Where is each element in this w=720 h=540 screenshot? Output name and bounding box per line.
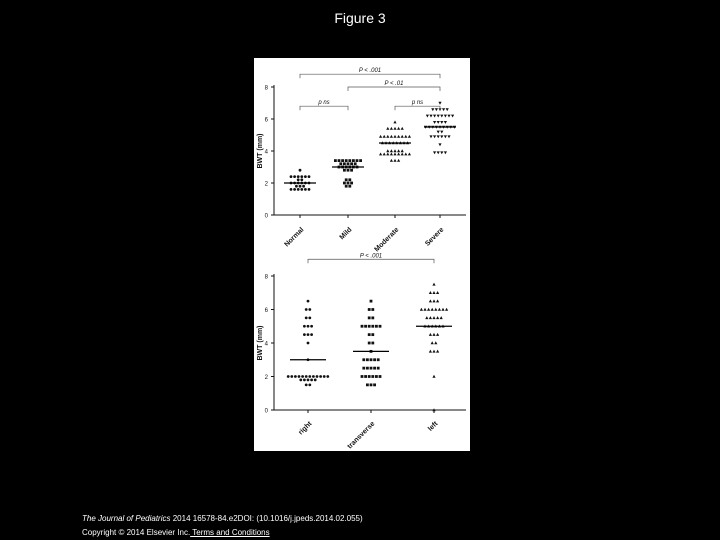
- point-1-21: [334, 159, 337, 162]
- y-tick-label-1: 2: [264, 181, 268, 188]
- point-3-3: [444, 151, 447, 154]
- plot-bwt-by-location: [257, 253, 466, 450]
- point-0-9: [294, 375, 297, 378]
- point-1-30: [368, 316, 371, 319]
- point-0-15: [316, 375, 319, 378]
- point-2-14: [393, 149, 396, 152]
- point-0-6: [295, 185, 298, 188]
- significance-bracket-0: [300, 74, 440, 78]
- point-1-16: [370, 358, 373, 361]
- point-2-28: [445, 308, 448, 311]
- point-3-31: [444, 115, 447, 118]
- point-3-9: [444, 135, 447, 138]
- copyright-line: [82, 526, 363, 540]
- point-2-30: [397, 135, 400, 138]
- point-1-6: [348, 178, 351, 181]
- point-1-18: [347, 162, 350, 165]
- point-0-13: [308, 375, 311, 378]
- point-1-20: [354, 162, 357, 165]
- point-1-0: [366, 383, 369, 386]
- point-1-5: [368, 375, 371, 378]
- point-3-12: [440, 131, 443, 134]
- point-2-15: [397, 149, 400, 152]
- point-0-20: [307, 342, 310, 345]
- point-1-4: [350, 182, 353, 185]
- y-tick-label-1: 2: [264, 375, 268, 381]
- slide-title: Figure 3: [334, 10, 386, 26]
- point-0-21: [303, 333, 306, 336]
- point-2-16: [401, 149, 404, 152]
- copyright-text: Copyright © 2014 Elsevier Inc.: [82, 528, 191, 537]
- point-0-3: [300, 188, 303, 191]
- point-1-17: [343, 162, 346, 165]
- point-0-18: [293, 175, 296, 178]
- point-2-11: [408, 153, 411, 156]
- point-3-7: [437, 135, 440, 138]
- point-1-6: [371, 375, 374, 378]
- point-0-2: [297, 188, 300, 191]
- point-3-39: [438, 102, 441, 105]
- significance-label-0: P < .001: [358, 68, 382, 75]
- point-1-7: [375, 375, 378, 378]
- point-0-23: [310, 333, 313, 336]
- point-2-21: [420, 308, 423, 311]
- category-label-Mild: Mild: [338, 226, 354, 242]
- point-3-11: [437, 131, 440, 134]
- point-3-27: [429, 115, 432, 118]
- point-2-19: [436, 316, 439, 319]
- point-0-27: [305, 316, 308, 319]
- point-0-4: [307, 378, 310, 381]
- point-2-28: [390, 135, 393, 138]
- point-2-22: [423, 308, 426, 311]
- point-1-10: [366, 367, 369, 370]
- y-axis-label: BWT (mm): [257, 325, 264, 361]
- point-2-36: [393, 127, 396, 130]
- point-3-22: [433, 121, 436, 124]
- point-3-33: [451, 115, 454, 118]
- point-2-12: [386, 149, 389, 152]
- figure-svg: [254, 58, 470, 451]
- point-2-13: [390, 149, 393, 152]
- point-1-24: [361, 325, 364, 328]
- y-tick-label-2: 4: [264, 341, 268, 348]
- point-1-16: [339, 162, 342, 165]
- point-2-31: [436, 299, 439, 302]
- y-tick-label-4: 8: [264, 274, 268, 281]
- point-2-23: [427, 308, 430, 311]
- point-2-25: [379, 135, 382, 138]
- point-1-27: [371, 325, 374, 328]
- point-1-3: [347, 182, 350, 185]
- point-3-24: [440, 121, 443, 124]
- point-2-5: [386, 153, 389, 156]
- point-3-38: [446, 108, 449, 111]
- category-label-transverse: transverse: [346, 420, 377, 451]
- point-0-0: [305, 383, 308, 386]
- point-0-2: [299, 378, 302, 381]
- point-0-10: [298, 375, 301, 378]
- point-3-30: [440, 115, 443, 118]
- point-2-35: [432, 283, 435, 286]
- point-2-34: [386, 127, 389, 130]
- point-1-1: [370, 383, 373, 386]
- point-1-17: [373, 358, 376, 361]
- point-2-27: [386, 135, 389, 138]
- point-3-25: [444, 121, 447, 124]
- category-label-right: right: [297, 420, 314, 437]
- point-0-12: [305, 375, 308, 378]
- y-tick-label-3: 6: [264, 117, 268, 124]
- point-1-1: [348, 185, 351, 188]
- point-3-28: [433, 115, 436, 118]
- point-3-29: [437, 115, 440, 118]
- point-1-22: [338, 159, 341, 162]
- citation-text: 2014 16578-84.e2DOI: (10.1016/j.jpeds.2014.02.055): [170, 514, 363, 523]
- point-0-25: [307, 325, 310, 328]
- point-0-20: [300, 175, 303, 178]
- y-tick-label-3: 6: [264, 308, 268, 314]
- point-0-11: [301, 375, 304, 378]
- point-3-35: [435, 108, 438, 111]
- y-tick-label-2: 4: [264, 149, 268, 156]
- point-2-37: [397, 127, 400, 130]
- point-3-1: [437, 151, 440, 154]
- point-3-2: [440, 151, 443, 154]
- point-0-4: [304, 188, 307, 191]
- point-2-32: [404, 135, 407, 138]
- point-0-7: [287, 375, 290, 378]
- point-3-4: [438, 143, 441, 146]
- point-0-29: [305, 308, 308, 311]
- significance-bracket-1: [348, 87, 440, 91]
- point-0-22: [308, 175, 311, 178]
- point-0-8: [302, 185, 305, 188]
- point-2-39: [393, 121, 396, 124]
- point-0-16: [319, 375, 322, 378]
- point-2-30: [432, 299, 435, 302]
- point-2-31: [401, 135, 404, 138]
- point-2-27: [441, 308, 444, 311]
- point-2-2: [397, 159, 400, 162]
- point-0-14: [312, 375, 315, 378]
- point-0-21: [304, 175, 307, 178]
- point-3-26: [426, 115, 429, 118]
- journal-name: The Journal of Pediatrics: [82, 514, 171, 523]
- point-2-26: [438, 308, 441, 311]
- point-1-22: [368, 333, 371, 336]
- point-1-14: [362, 358, 365, 361]
- point-0-18: [326, 375, 329, 378]
- point-2-5: [431, 341, 434, 344]
- point-0-0: [290, 188, 293, 191]
- point-2-33: [408, 135, 411, 138]
- category-label-Normal: Normal: [283, 226, 306, 249]
- point-0-31: [307, 300, 310, 303]
- point-1-31: [371, 316, 374, 319]
- point-1-24: [345, 159, 348, 162]
- point-2-6: [390, 153, 393, 156]
- point-1-26: [368, 325, 371, 328]
- point-1-7: [343, 169, 346, 172]
- point-1-5: [345, 178, 348, 181]
- figure-panel: [254, 58, 470, 451]
- point-1-28: [375, 325, 378, 328]
- point-1-28: [359, 159, 362, 162]
- y-tick-label-4: 8: [264, 85, 268, 92]
- point-3-6: [433, 135, 436, 138]
- point-2-0: [390, 159, 393, 162]
- point-2-29: [393, 135, 396, 138]
- point-0-22: [307, 333, 310, 336]
- point-1-23: [341, 159, 344, 162]
- point-2-8: [432, 333, 435, 336]
- point-3-37: [442, 108, 445, 111]
- significance-label-1: P < .01: [384, 81, 404, 87]
- point-1-25: [348, 159, 351, 162]
- point-2-4: [383, 153, 386, 156]
- point-1-23: [371, 333, 374, 336]
- point-2-25: [434, 308, 437, 311]
- category-label-left: left: [427, 420, 440, 433]
- significance-label-0: P < .001: [359, 253, 383, 260]
- point-1-26: [352, 159, 355, 162]
- point-0-7: [299, 185, 302, 188]
- point-0-24: [303, 325, 306, 328]
- point-3-0: [433, 151, 436, 154]
- point-2-35: [390, 127, 393, 130]
- point-3-34: [431, 108, 434, 111]
- point-2-29: [429, 299, 432, 302]
- point-1-25: [364, 325, 367, 328]
- point-0-8: [290, 375, 293, 378]
- point-2-4: [436, 350, 439, 353]
- point-0-16: [300, 178, 303, 181]
- point-0-6: [314, 378, 317, 381]
- point-2-33: [432, 291, 435, 294]
- point-1-8: [347, 169, 350, 172]
- point-2-18: [432, 316, 435, 319]
- citation-footer: [82, 512, 363, 540]
- point-1-3: [361, 375, 364, 378]
- significance-label-2: p ns: [318, 100, 330, 107]
- point-3-8: [440, 135, 443, 138]
- point-2-6: [434, 341, 437, 344]
- category-label-Moderate: Moderate: [373, 226, 401, 254]
- point-0-1: [293, 188, 296, 191]
- point-0-26: [310, 325, 313, 328]
- point-1-12: [373, 367, 376, 370]
- point-1-9: [350, 169, 353, 172]
- point-1-19: [350, 162, 353, 165]
- category-label-Severe: Severe: [424, 226, 446, 248]
- point-1-33: [371, 308, 374, 311]
- point-0-3: [303, 378, 306, 381]
- y-tick-label-0: 0: [264, 408, 268, 415]
- point-1-21: [371, 342, 374, 345]
- point-0-1: [308, 383, 311, 386]
- plot-bwt-by-severity: [257, 68, 466, 253]
- point-2-8: [397, 153, 400, 156]
- point-2-7: [429, 333, 432, 336]
- y-axis-label: BWT (mm): [257, 133, 264, 169]
- point-1-4: [364, 375, 367, 378]
- point-0-5: [310, 378, 313, 381]
- point-3-5: [429, 135, 432, 138]
- point-0-17: [323, 375, 326, 378]
- point-2-9: [401, 153, 404, 156]
- point-2-3: [379, 153, 382, 156]
- point-2-17: [429, 316, 432, 319]
- point-0-5: [308, 188, 311, 191]
- point-0-23: [299, 169, 302, 172]
- point-1-32: [368, 308, 371, 311]
- point-0-19: [297, 175, 300, 178]
- point-1-11: [370, 367, 373, 370]
- point-1-2: [343, 182, 346, 185]
- point-0-17: [290, 175, 293, 178]
- point-2-20: [440, 316, 443, 319]
- terms-link[interactable]: Terms and Conditions: [190, 528, 270, 537]
- point-3-32: [447, 115, 450, 118]
- significance-bracket-0: [308, 259, 434, 263]
- point-1-2: [373, 383, 376, 386]
- point-2-34: [436, 291, 439, 294]
- point-2-10: [404, 153, 407, 156]
- point-2-16: [425, 316, 428, 319]
- point-1-0: [345, 185, 348, 188]
- y-tick-label-0: 0: [264, 213, 268, 220]
- point-1-34: [370, 300, 373, 303]
- point-1-18: [377, 358, 380, 361]
- point-1-29: [379, 325, 382, 328]
- point-1-20: [368, 342, 371, 345]
- point-0-30: [308, 308, 311, 311]
- point-1-8: [379, 375, 382, 378]
- point-2-9: [436, 333, 439, 336]
- point-1-27: [356, 159, 359, 162]
- point-2-1: [432, 375, 435, 378]
- point-3-23: [437, 121, 440, 124]
- citation-line: [82, 512, 363, 526]
- significance-label-3: p ns: [411, 100, 424, 107]
- point-2-24: [431, 308, 434, 311]
- point-2-38: [401, 127, 404, 130]
- point-0-15: [297, 178, 300, 181]
- point-2-26: [383, 135, 386, 138]
- point-1-9: [362, 367, 365, 370]
- point-2-3: [432, 350, 435, 353]
- significance-bracket-2: [300, 106, 348, 110]
- point-2-1: [393, 159, 396, 162]
- point-0-28: [308, 316, 311, 319]
- point-3-10: [447, 135, 450, 138]
- point-2-7: [393, 153, 396, 156]
- point-2-32: [429, 291, 432, 294]
- point-1-13: [377, 367, 380, 370]
- point-1-15: [366, 358, 369, 361]
- point-2-2: [429, 350, 432, 353]
